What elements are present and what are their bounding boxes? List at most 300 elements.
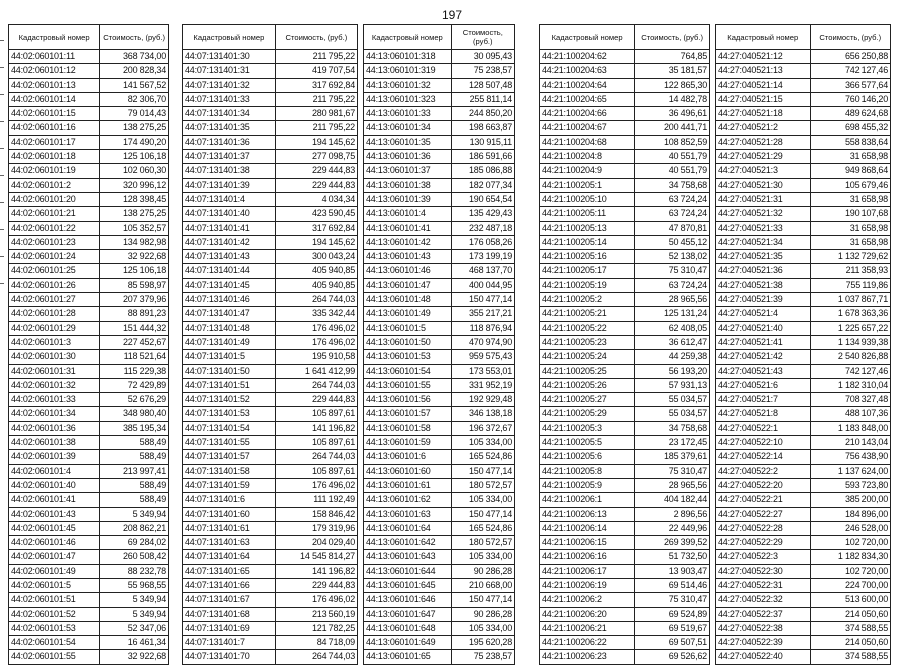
table-row: [183, 364, 358, 378]
table-row: [183, 50, 358, 64]
table-row: [183, 64, 358, 78]
cost-value: 280 981,67: [275, 107, 357, 121]
table-row: [716, 107, 891, 121]
cadastral-number: 44:21:100206:14: [540, 521, 635, 535]
cost-value: 213 560,19: [275, 607, 357, 621]
table-row: [540, 121, 710, 135]
table-row: [183, 650, 358, 664]
cadastral-number: 44:13:060101:50: [364, 335, 452, 349]
cost-value: 28 965,56: [635, 478, 710, 492]
cadastral-number: 44:02:060101:11: [9, 50, 100, 64]
cost-value: 22 449,96: [635, 521, 710, 535]
cadastral-number: 44:27:040521:36: [716, 264, 811, 278]
table-row: [540, 564, 710, 578]
cadastral-number: 44:07:131401:48: [183, 321, 276, 335]
cadastral-number: 44:27:040522:30: [716, 564, 811, 578]
table-row: [364, 550, 515, 564]
table-row: [183, 150, 358, 164]
cadastral-number: 44:07:131401:68: [183, 607, 276, 621]
table-row: [540, 92, 710, 106]
cadastral-number: 44:07:131401:49: [183, 335, 276, 349]
cost-value: 513 600,00: [810, 593, 891, 607]
cost-value: 179 319,96: [275, 521, 357, 535]
table-row: [364, 150, 515, 164]
table-row: [540, 650, 710, 664]
table-row: [9, 50, 169, 64]
cost-value: 1 182 310,04: [810, 378, 891, 392]
cost-value: 186 591,66: [451, 150, 514, 164]
table-row: [9, 378, 169, 392]
cost-value: 331 952,19: [451, 378, 514, 392]
cadastral-number: 44:02:060101:40: [9, 478, 100, 492]
cadastral-number: 44:07:131401:30: [183, 50, 276, 64]
cost-value: 374 588,55: [810, 650, 891, 664]
cost-value: 88 232,78: [100, 564, 169, 578]
cadastral-number: 44:02:060101:28: [9, 307, 100, 321]
cadastral-number: 44:07:131401:36: [183, 135, 276, 149]
cadastral-number: 44:13:060101:323: [364, 92, 452, 106]
table-row: [540, 107, 710, 121]
table-row: [364, 478, 515, 492]
table-row: [540, 335, 710, 349]
table-row: [540, 321, 710, 335]
cost-value: 63 724,24: [635, 192, 710, 206]
cost-value: 229 444,83: [275, 164, 357, 178]
cadastral-number: 44:27:040521:43: [716, 364, 811, 378]
cost-value: 105 897,61: [275, 436, 357, 450]
table-row: [716, 78, 891, 92]
cost-value: 588,49: [100, 450, 169, 464]
header-cadastral-number: Кадастровый номер: [716, 25, 811, 50]
table-row: [9, 393, 169, 407]
cost-value: 75 238,57: [451, 64, 514, 78]
table-row: [540, 178, 710, 192]
header-cost: Стоимость, (руб.): [451, 25, 514, 50]
table-row: [9, 264, 169, 278]
table-row: [716, 364, 891, 378]
cost-value: 75 310,47: [635, 464, 710, 478]
table-row: [716, 607, 891, 621]
cost-value: 55 968,55: [100, 578, 169, 592]
cost-value: 128 507,48: [451, 78, 514, 92]
table-row: [364, 321, 515, 335]
cost-value: 72 429,89: [100, 378, 169, 392]
table-row: [364, 178, 515, 192]
table-row: [183, 250, 358, 264]
cost-value: 174 490,20: [100, 135, 169, 149]
cost-value: 1 037 867,71: [810, 293, 891, 307]
table-row: [364, 578, 515, 592]
table-row: [716, 521, 891, 535]
cadastral-number: 44:21:100204:68: [540, 135, 635, 149]
cost-value: 141 196,82: [275, 564, 357, 578]
cadastral-number: 44:21:100205:13: [540, 221, 635, 235]
cost-value: 300 043,24: [275, 250, 357, 264]
table-row: [9, 150, 169, 164]
table-row: [716, 150, 891, 164]
cadastral-number: 44:21:100205:29: [540, 407, 635, 421]
table-row: [9, 107, 169, 121]
cadastral-number: 44:02:060101:52: [9, 607, 100, 621]
table-row: [9, 192, 169, 206]
cost-value: 756 438,90: [810, 450, 891, 464]
cost-value: 264 744,03: [275, 378, 357, 392]
cadastral-number: 44:07:131401:55: [183, 436, 276, 450]
cadastral-number: 44:21:100204:8: [540, 150, 635, 164]
cost-value: 35 181,57: [635, 64, 710, 78]
cost-value: 194 145,62: [275, 135, 357, 149]
cadastral-number: 44:21:100205:8: [540, 464, 635, 478]
cost-value: 656 250,88: [810, 50, 891, 64]
cadastral-number: 44:27:040521:29: [716, 150, 811, 164]
cost-value: 56 193,20: [635, 364, 710, 378]
cadastral-number: 44:07:131401:54: [183, 421, 276, 435]
table-row: [716, 421, 891, 435]
table-row: [364, 92, 515, 106]
table-row: [183, 564, 358, 578]
cadastral-number: 44:13:060101:643: [364, 550, 452, 564]
cost-value: 14 545 814,27: [275, 550, 357, 564]
table-row: [716, 564, 891, 578]
table-row: [364, 192, 515, 206]
table-row: [540, 536, 710, 550]
table-row: [716, 250, 891, 264]
cadastral-number: 44:02:060101:13: [9, 78, 100, 92]
cadastral-table-1: [8, 24, 169, 665]
cadastral-number: 44:27:040522:21: [716, 493, 811, 507]
cadastral-number: 44:21:100205:22: [540, 321, 635, 335]
cadastral-number: 44:02:060101:3: [9, 335, 100, 349]
cost-value: 44 259,38: [635, 350, 710, 364]
table-row: [540, 307, 710, 321]
table-row: [183, 92, 358, 106]
table-row: [716, 192, 891, 206]
table-row: [540, 250, 710, 264]
table-row: [716, 621, 891, 635]
cost-value: 1 182 834,30: [810, 550, 891, 564]
cadastral-number: 44:02:060101:45: [9, 521, 100, 535]
cadastral-number: 44:07:131401:66: [183, 578, 276, 592]
cadastral-number: 44:07:131401:57: [183, 450, 276, 464]
table-row: [9, 293, 169, 307]
cadastral-table-4: [539, 24, 710, 665]
table-row: [364, 407, 515, 421]
cadastral-number: 44:07:131401:35: [183, 121, 276, 135]
cost-value: 423 590,45: [275, 207, 357, 221]
cadastral-number: 44:27:040521:14: [716, 78, 811, 92]
cadastral-number: 44:07:131401:58: [183, 464, 276, 478]
table-row: [540, 278, 710, 292]
cadastral-number: 44:13:060101:48: [364, 293, 452, 307]
cost-value: 121 782,25: [275, 621, 357, 635]
cost-value: 260 508,42: [100, 550, 169, 564]
table-row: [364, 450, 515, 464]
cadastral-number: 44:02:060101:36: [9, 421, 100, 435]
table-row: [183, 121, 358, 135]
cadastral-number: 44:21:100204:65: [540, 92, 635, 106]
cadastral-tables: [8, 24, 898, 662]
cost-value: 79 014,43: [100, 107, 169, 121]
table-row: [9, 250, 169, 264]
cadastral-number: 44:13:060101:35: [364, 135, 452, 149]
cost-value: 130 915,11: [451, 135, 514, 149]
table-row: [9, 92, 169, 106]
cost-value: 764,85: [635, 50, 710, 64]
cost-value: 1 134 939,38: [810, 335, 891, 349]
table-row: [183, 264, 358, 278]
cadastral-number: 44:07:131401:70: [183, 650, 276, 664]
cadastral-number: 44:27:040522:39: [716, 636, 811, 650]
cost-value: 102 720,00: [810, 536, 891, 550]
cadastral-number: 44:02:060101:22: [9, 221, 100, 235]
cost-value: 13 903,47: [635, 564, 710, 578]
cadastral-number: 44:02:060101:32: [9, 378, 100, 392]
table-row: [716, 121, 891, 135]
table-row: [540, 578, 710, 592]
cost-value: 14 482,78: [635, 92, 710, 106]
cost-value: 1 678 363,36: [810, 307, 891, 321]
table-row: [183, 578, 358, 592]
cost-value: 165 524,86: [451, 450, 514, 464]
cost-value: 55 034,57: [635, 393, 710, 407]
cadastral-number: 44:02:060101:4: [9, 464, 100, 478]
table-row: [716, 350, 891, 364]
cadastral-number: 44:13:060101:642: [364, 536, 452, 550]
cost-value: 335 342,44: [275, 307, 357, 321]
cadastral-number: 44:21:100205:1: [540, 178, 635, 192]
table-row: [540, 293, 710, 307]
cadastral-number: 44:07:131401:40: [183, 207, 276, 221]
cadastral-number: 44:21:100206:20: [540, 607, 635, 621]
cadastral-number: 44:13:060101:319: [364, 64, 452, 78]
table-row: [364, 164, 515, 178]
cost-value: 1 225 657,22: [810, 321, 891, 335]
cadastral-number: 44:02:060101:21: [9, 207, 100, 221]
table-row: [716, 378, 891, 392]
table-row: [9, 536, 169, 550]
header-cost: Стоимость, (руб.): [100, 25, 169, 50]
table-row: [364, 293, 515, 307]
table-row: [364, 507, 515, 521]
cost-value: 122 865,30: [635, 78, 710, 92]
cost-value: 118 521,64: [100, 350, 169, 364]
cadastral-number: 44:27:040521:12: [716, 50, 811, 64]
table-row: [9, 593, 169, 607]
cost-value: 213 997,41: [100, 464, 169, 478]
table-row: [364, 107, 515, 121]
cadastral-table-5: [715, 24, 891, 665]
table-row: [716, 550, 891, 564]
cost-value: 558 838,64: [810, 135, 891, 149]
cadastral-number: 44:07:131401:50: [183, 364, 276, 378]
table-row: [364, 250, 515, 264]
cadastral-number: 44:02:060101:31: [9, 364, 100, 378]
cadastral-number: 44:02:060101:12: [9, 64, 100, 78]
table-row: [183, 378, 358, 392]
table-row: [364, 650, 515, 664]
cost-value: 190 107,68: [810, 207, 891, 221]
cadastral-number: 44:02:060101:18: [9, 150, 100, 164]
cost-value: 368 734,00: [100, 50, 169, 64]
cadastral-number: 44:07:131401:52: [183, 393, 276, 407]
table-row: [364, 350, 515, 364]
cost-value: 173 199,19: [451, 250, 514, 264]
cadastral-number: 44:27:040522:1: [716, 421, 811, 435]
cadastral-number: 44:13:060101:645: [364, 578, 452, 592]
cadastral-number: 44:27:040521:41: [716, 335, 811, 349]
table-row: [364, 378, 515, 392]
cadastral-number: 44:02:060101:19: [9, 164, 100, 178]
cadastral-number: 44:13:060101:32: [364, 78, 452, 92]
cadastral-number: 44:07:131401:43: [183, 250, 276, 264]
cost-value: 366 577,64: [810, 78, 891, 92]
cost-value: 52 138,02: [635, 250, 710, 264]
table-row: [716, 507, 891, 521]
table-row: [183, 636, 358, 650]
cadastral-number: 44:02:060101:53: [9, 621, 100, 635]
cost-value: 264 744,03: [275, 293, 357, 307]
table-row: [183, 607, 358, 621]
cadastral-number: 44:07:131401:38: [183, 164, 276, 178]
cadastral-number: 44:02:060101:20: [9, 192, 100, 206]
table-row: [9, 221, 169, 235]
cadastral-number: 44:27:040521:35: [716, 250, 811, 264]
cadastral-number: 44:27:040521:28: [716, 135, 811, 149]
cadastral-number: 44:02:060101:23: [9, 235, 100, 249]
header-cost: Стоимость, (руб.): [635, 25, 710, 50]
table-row: [9, 450, 169, 464]
table-row: [540, 478, 710, 492]
cost-value: 4 034,34: [275, 192, 357, 206]
cost-value: 348 980,40: [100, 407, 169, 421]
cadastral-number: 44:21:100205:26: [540, 378, 635, 392]
table-row: [183, 621, 358, 635]
cost-value: 138 275,25: [100, 207, 169, 221]
cadastral-number: 44:13:060101:49: [364, 307, 452, 321]
table-row: [540, 521, 710, 535]
table-row: [716, 578, 891, 592]
table-row: [364, 121, 515, 135]
table-row: [716, 536, 891, 550]
table-row: [540, 378, 710, 392]
cadastral-number: 44:21:100205:5: [540, 436, 635, 450]
cadastral-number: 44:27:040522:29: [716, 536, 811, 550]
table-row: [183, 421, 358, 435]
cost-value: 102 060,30: [100, 164, 169, 178]
cost-value: 63 724,24: [635, 207, 710, 221]
cadastral-number: 44:21:100205:25: [540, 364, 635, 378]
cost-value: 125 131,24: [635, 307, 710, 321]
cost-value: 105 897,61: [275, 464, 357, 478]
table-row: [9, 78, 169, 92]
table-row: [183, 550, 358, 564]
cost-value: 229 444,83: [275, 393, 357, 407]
cadastral-number: 44:07:131401:34: [183, 107, 276, 121]
table-row: [540, 507, 710, 521]
page-number: 197: [441, 8, 463, 22]
cadastral-number: 44:27:040522:40: [716, 650, 811, 664]
cadastral-number: 44:07:131401:69: [183, 621, 276, 635]
table-row: [716, 407, 891, 421]
cost-value: 118 876,94: [451, 321, 514, 335]
cost-value: 51 732,50: [635, 550, 710, 564]
cost-value: 346 138,18: [451, 407, 514, 421]
table-row: [364, 436, 515, 450]
cost-value: 405 940,85: [275, 264, 357, 278]
cadastral-number: 44:21:100205:2: [540, 293, 635, 307]
margin-marks: [0, 40, 4, 310]
table-row: [364, 393, 515, 407]
table-row: [183, 407, 358, 421]
cadastral-number: 44:02:060101:30: [9, 350, 100, 364]
cost-value: 593 723,80: [810, 478, 891, 492]
cadastral-number: 44:07:131401:39: [183, 178, 276, 192]
cost-value: 208 862,21: [100, 521, 169, 535]
table-row: [9, 207, 169, 221]
table-row: [716, 64, 891, 78]
cadastral-number: 44:21:100204:62: [540, 50, 635, 64]
header-cadastral-number: Кадастровый номер: [183, 25, 276, 50]
cost-value: 105 334,00: [451, 550, 514, 564]
cadastral-number: 44:21:100206:22: [540, 636, 635, 650]
table-row: [540, 135, 710, 149]
cost-value: 47 870,81: [635, 221, 710, 235]
cost-value: 211 358,93: [810, 264, 891, 278]
table-row: [716, 493, 891, 507]
cost-value: 88 891,23: [100, 307, 169, 321]
cadastral-number: 44:21:100206:15: [540, 536, 635, 550]
cadastral-number: 44:21:100205:23: [540, 335, 635, 349]
cadastral-number: 44:27:040521:42: [716, 350, 811, 364]
cadastral-number: 44:13:060101:56: [364, 393, 452, 407]
cadastral-number: 44:27:040521:30: [716, 178, 811, 192]
cost-value: 31 658,98: [810, 221, 891, 235]
cost-value: 708 327,48: [810, 393, 891, 407]
cadastral-number: 44:27:040522:10: [716, 436, 811, 450]
cost-value: 150 477,14: [451, 293, 514, 307]
table-row: [9, 321, 169, 335]
cost-value: 277 098,75: [275, 150, 357, 164]
table-row: [364, 621, 515, 635]
cost-value: 385 195,34: [100, 421, 169, 435]
cadastral-number: 44:02:060101:46: [9, 536, 100, 550]
cost-value: 50 455,12: [635, 235, 710, 249]
cadastral-number: 44:13:060101:41: [364, 221, 452, 235]
cadastral-number: 44:21:100206:23: [540, 650, 635, 664]
cadastral-number: 44:07:131401:4: [183, 192, 276, 206]
cost-value: 192 929,48: [451, 393, 514, 407]
cost-value: 135 429,43: [451, 207, 514, 221]
cadastral-number: 44:07:131401:33: [183, 92, 276, 106]
cadastral-number: 44:13:060101:4: [364, 207, 452, 221]
cost-value: 214 050,60: [810, 636, 891, 650]
table-row: [9, 164, 169, 178]
table-row: [716, 593, 891, 607]
cost-value: 200 441,71: [635, 121, 710, 135]
cadastral-number: 44:02:060101:39: [9, 450, 100, 464]
cadastral-number: 44:07:131401:5: [183, 350, 276, 364]
cadastral-number: 44:21:100205:3: [540, 421, 635, 435]
header-cadastral-number: Кадастровый номер: [9, 25, 100, 50]
cadastral-number: 44:13:060101:648: [364, 621, 452, 635]
table-row: [183, 493, 358, 507]
cost-value: 2 896,56: [635, 507, 710, 521]
cadastral-number: 44:07:131401:42: [183, 235, 276, 249]
cadastral-number: 44:21:100206:17: [540, 564, 635, 578]
cadastral-number: 44:21:100205:17: [540, 264, 635, 278]
table-row: [183, 593, 358, 607]
table-row: [9, 307, 169, 321]
